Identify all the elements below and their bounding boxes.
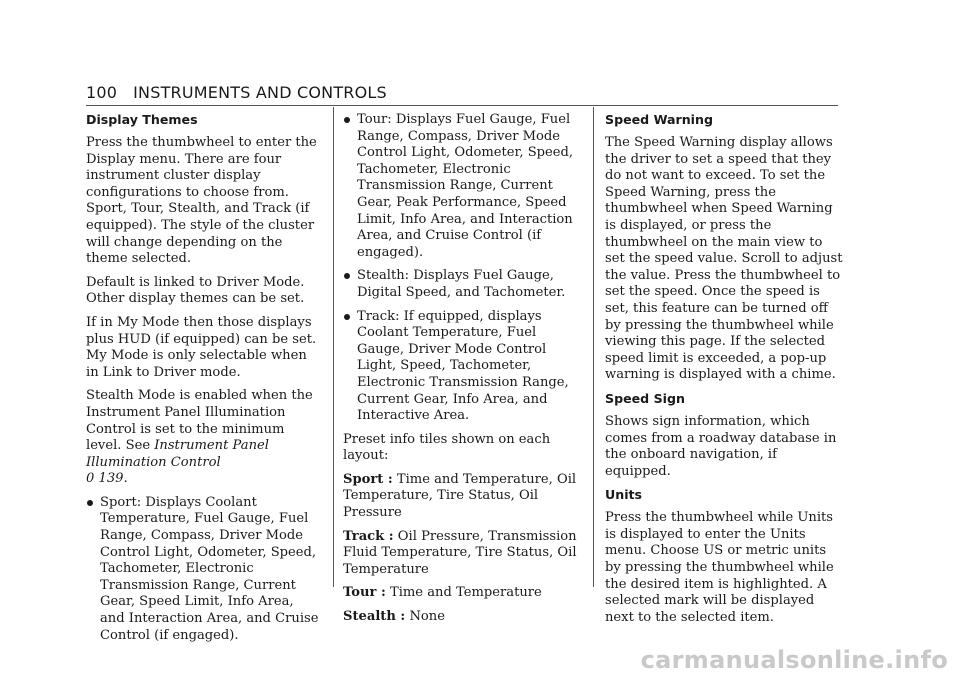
- theme-list-a: [86, 495, 322, 644]
- paragraph-stealth-mode: Stealth Mode is enabled when the Instrument Panel Illumination Control is set to the minimum level. See Instrument Panel Illumination Control 0 139.: [86, 388, 313, 487]
- page-header: [86, 83, 387, 102]
- preset-track-value: Oil Pressure, Transmission Fluid Temperature, Tire Status, Oil Temperature: [343, 528, 577, 577]
- paragraph-units: Press the thumbwheel while Units is displayed to enter the Units menu. Choose US or metric units by pressing the thumbwheel while the desired item is highlighted. A selected mark will be displayed next to the selected item.: [605, 510, 834, 625]
- section-title: INSTRUMENTS AND CONTROLS: [133, 83, 387, 102]
- preset-track-label: Track :: [343, 528, 394, 544]
- list-item-sport: Sport: Displays Coolant Temperature, Fuel Gauge, Fuel Range, Compass, Driver Mode Control Light, Odometer, Speed, Tachometer, Electronic Transmission Range, Current Gear, Speed Limit, Info Area, and Interaction Area, and Cruise Control (if engaged).: [86, 495, 322, 644]
- header-rule: [86, 105, 838, 106]
- column-right: [605, 112, 843, 633]
- theme-list-b: [343, 112, 581, 425]
- cross-reference-link[interactable]: Instrument Panel Illumination Control: [86, 438, 269, 470]
- preset-stealth: [343, 609, 581, 626]
- paragraph-speed-warning: The Speed Warning display allows the driver to set a speed that they do not want to exceed. To set the Speed Warning, press the thumbwheel when Speed Warning is displayed, or press the thumbwheel on the main view to set the speed value. Scroll to adjust the value. Press the thumbwheel to set the speed. Once the speed is set, this feature can be turned off by pressing the thumbwheel while viewing this page. If the selected speed limit is exceeded, a pop-up warning is displayed with a chime.: [605, 135, 843, 383]
- paragraph-speed-sign: Shows sign information, which comes from a roadway database in the onboard navigation, if equipped.: [605, 413, 837, 479]
- preset-tour-value: Time and Temperature: [389, 585, 542, 601]
- column-middle: [343, 112, 581, 633]
- preset-stealth-label: Stealth :: [343, 609, 406, 625]
- paragraph-display-menu: Press the thumbwheel to enter the Display menu. There are four instrument cluster display configurations to choose from. Sport, Tour, Stealth, and Track (if equipped). The style of the cluster will change depending on the theme selected.: [86, 135, 317, 267]
- column-divider-1: [333, 107, 334, 587]
- preset-sport: [343, 472, 581, 522]
- preset-sport-label: Sport :: [343, 471, 393, 487]
- column-left: [86, 112, 322, 651]
- paragraph-default: Default is linked to Driver Mode. Other display themes can be set.: [86, 274, 305, 307]
- heading-display-themes: Display Themes: [86, 112, 198, 127]
- column-divider-2: [593, 107, 594, 587]
- preset-track: [343, 529, 581, 579]
- list-item-tour: Tour: Displays Fuel Gauge, Fuel Range, Compass, Driver Mode Control Light, Odometer, Speed, Tachometer, Electronic Transmission Range, Current Gear, Peak Performance, Speed Limit, Info Area, and Interaction Area, and Cruise Control (if engaged).: [343, 112, 581, 261]
- cross-reference-page[interactable]: 0 139: [86, 471, 124, 487]
- watermark: carmanualsonline.info: [640, 646, 948, 674]
- page-number: 100: [86, 83, 118, 102]
- paragraph-my-mode: If in My Mode then those displays plus HUD (if equipped) can be set. My Mode is only selectable when in Link to Driver mode.: [86, 314, 317, 380]
- heading-speed-warning: Speed Warning: [605, 112, 713, 127]
- preset-tour-label: Tour :: [343, 585, 386, 601]
- preset-tour: [343, 585, 581, 602]
- preset-sport-value: Time and Temperature, Oil Temperature, Tire Status, Oil Pressure: [343, 471, 577, 521]
- heading-units: Units: [605, 487, 643, 503]
- list-item-stealth: Stealth: Displays Fuel Gauge, Digital Speed, and Tachometer.: [343, 268, 581, 301]
- stealth-mode-text: Stealth Mode is enabled when the Instrument Panel Illumination Control is set to the minimum level. See: [86, 388, 313, 454]
- list-item-track: Track: If equipped, displays Coolant Temperature, Fuel Gauge, Driver Mode Control Light, Speed, Tachometer, Electronic Transmission Range, Current Gear, Info Area, and Interactive Area.: [343, 309, 581, 425]
- heading-speed-sign: Speed Sign: [605, 390, 685, 406]
- paragraph-preset-intro: Preset info tiles shown on each layout:: [343, 431, 551, 464]
- preset-stealth-value: None: [409, 609, 445, 625]
